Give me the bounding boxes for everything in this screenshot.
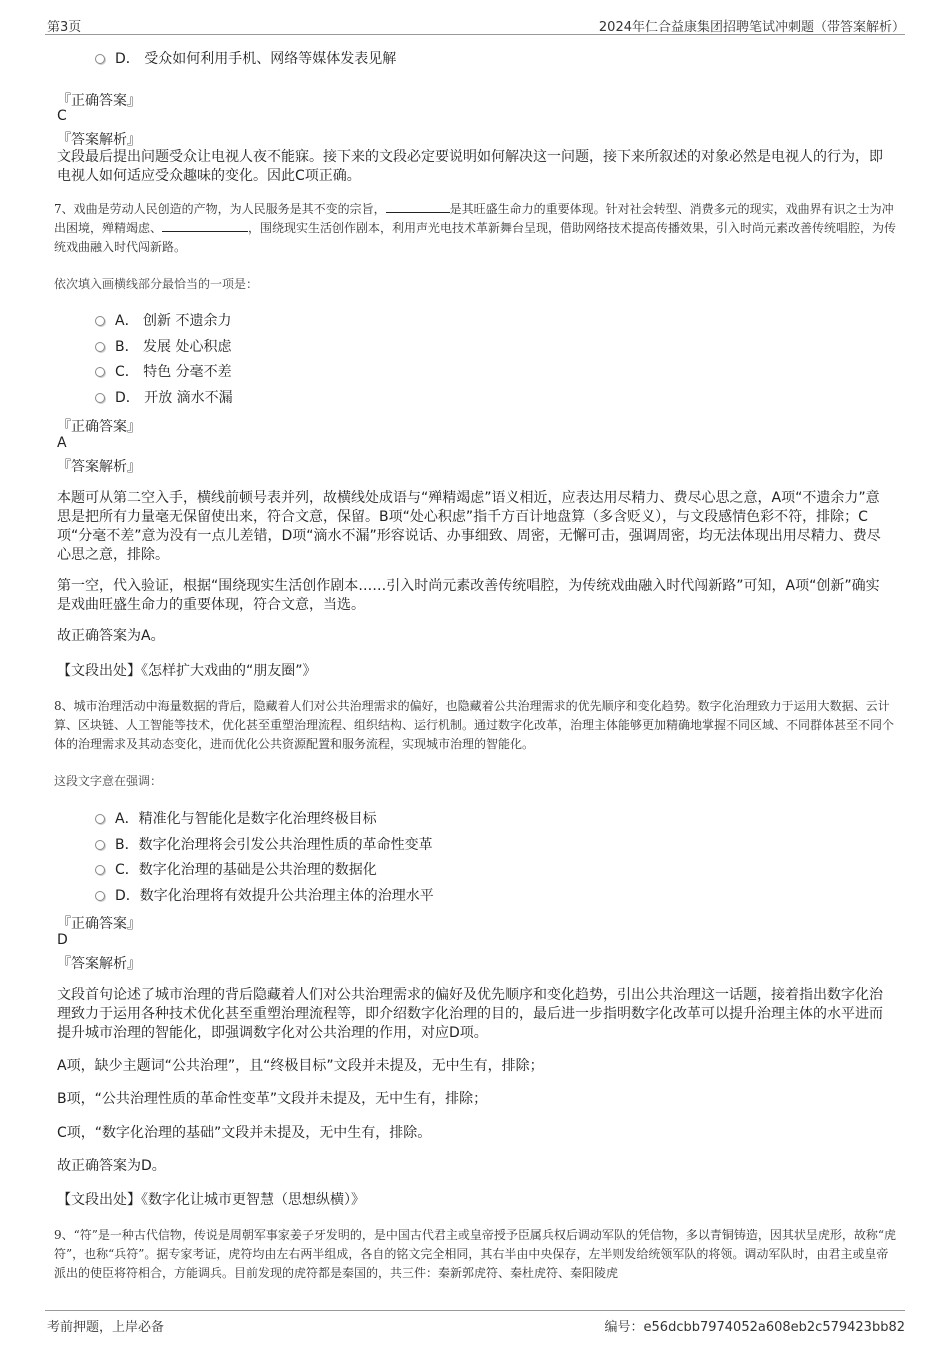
q7-analysis-label: 『答案解析』 [57,459,141,475]
page-header [45,14,905,35]
q7-source: 【文段出处】《怎样扩大戏曲的“朋友圈”》 [57,663,317,679]
q8-analysis-1: 文段首句论述了城市治理的背后隐藏着人们对公共治理需求的偏好及优先顺序和变化趋势，引出公共治理这一话题，接着指出数字化治理致力于运用各种技术优化甚至重塑治理流程等，即介绍数字化治理的目的，最后进一步指明数字化改革可以提升治理主体的水平进而提升城市治理的智能化，即强调数字化对公共治理的作用，对应D项。 [57,987,883,1041]
radio-icon[interactable] [95,865,105,875]
radio-icon[interactable] [95,367,105,377]
document-title: 2024年仁合益康集团招聘笔试冲刺题（带答案解析） [598,20,905,35]
q7-analysis-2: 第一空，代入验证，根据“围绕现实生活创作剧本……引入时尚元素改善传统唱腔，为传统戏曲融入时代闯新路”可知，A项“创新”确实是戏曲旺盛生命力的重要体现，符合文意，当选。 [57,578,880,613]
q8-analysis-2: A项，缺少主题词“公共治理”，且“终极目标”文段并未提及，无中生有，排除； [57,1058,544,1074]
q6-option-d[interactable]: D． 受众如何利用手机、网络等媒体发表见解 [95,48,396,68]
q8-answer-label: 『正确答案』 [57,916,141,932]
document-code: 编号：e56dcbb7974052a608eb2c579423bb82 [604,1320,905,1335]
q7-option-a[interactable]: A． 创新 不遗余力 [95,310,231,330]
q8-analysis-4: C项，“数字化治理的基础”文段并未提及，无中生有，排除。 [57,1125,432,1141]
q8-text: 8、城市治理活动中海量数据的背后，隐藏着人们对公共治理需求的偏好，也隐藏着公共治理需求的优先顺序和变化趋势。数字化治理致力于运用大数据、云计算、区块链、人工智能等技术，优化甚至重塑治理流程、组织结构、运行机制。通过数字化改革，治理主体能够更加精确地掌握不同区域、不同群体甚至不同个体的治理需求及其动态变化，进而优化公共资源配置和服务流程，实现城市治理的智能化。 [54,699,895,751]
page-number: 第3页 [47,20,82,35]
q7-analysis-3: 故正确答案为A。 [57,628,165,644]
q8-option-d[interactable]: D．数字化治理将有效提升公共治理主体的治理水平 [95,885,434,905]
radio-icon[interactable] [95,342,105,352]
radio-icon[interactable] [95,840,105,850]
q8-answer: D [57,932,68,948]
q6-analysis-label: 『答案解析』 [57,132,141,148]
blank-2 [162,219,248,232]
q8-option-a[interactable]: A．精准化与智能化是数字化治理终极目标 [95,808,377,828]
q7-option-b[interactable]: B． 发展 处心积虑 [95,336,232,356]
page-footer [45,1310,905,1333]
q6-answer-label: 『正确答案』 [57,93,141,109]
q8-analysis-label: 『答案解析』 [57,956,141,972]
q7-text: 7、戏曲是劳动人民创造的产物，为人民服务是其不变的宗旨， 是其旺盛生命力的重要体现。针对社会转型、消费多元的现实，戏曲界有识之士为冲出困境，殚精竭虑、 ，围绕现实生活创作剧本，利用声光电技术革新舞台呈现，借助网络技术提高传播效果，引入时尚元素改善传统唱腔，为传统戏曲融入时代闯新路。 [54,202,897,254]
radio-icon[interactable] [95,316,105,326]
blank-1 [386,200,450,213]
q8-analysis-5: 故正确答案为D。 [57,1158,166,1174]
radio-icon[interactable] [95,891,105,901]
q8-source: 【文段出处】《数字化让城市更智慧（思想纵横）》 [57,1192,365,1208]
q7-option-d[interactable]: D． 开放 滴水不漏 [95,387,233,407]
q6-answer: C [57,108,67,124]
q8-analysis-3: B项，“公共治理性质的革命性变革”文段并未提及，无中生有，排除； [57,1091,488,1107]
radio-icon[interactable] [95,814,105,824]
q7-option-c[interactable]: C． 特色 分毫不差 [95,361,232,381]
q7-answer-label: 『正确答案』 [57,419,141,435]
q8-prompt: 这段文字意在强调： [54,774,163,788]
q7-answer: A [57,435,67,451]
q9-text: 9、“符”是一种古代信物，传说是周朝军事家姜子牙发明的，是中国古代君主或皇帝授予臣属兵权后调动军队的凭信物，多以青铜铸造，因其状呈虎形，故称“虎符”，也称“兵符”。据专家考证，虎符均由左右两半组成，各自的铭文完全相同，其右半由中央保存，左半则发给统领军队的将领。调动军队时，由君主或皇帝派出的使臣将符相合，方能调兵。目前发现的虎符都是秦国的，共三件：秦新郭虎符、秦杜虎符、秦阳陵虎 [54,1228,897,1280]
footer-slogan: 考前押题，上岸必备 [47,1320,165,1335]
q8-option-b[interactable]: B．数字化治理将会引发公共治理性质的革命性变革 [95,834,433,854]
radio-icon[interactable] [95,54,105,64]
q6-analysis: 文段最后提出问题受众让电视人夜不能寐。接下来的文段必定要说明如何解决这一问题，接下来所叙述的对象必然是电视人的行为，即电视人如何适应受众趣味的变化。因此C项正确。 [57,149,883,184]
q8-option-c[interactable]: C．数字化治理的基础是公共治理的数据化 [95,859,377,879]
q7-analysis-1: 本题可从第二空入手，横线前顿号表并列，故横线处成语与“殚精竭虑”语义相近，应表达用尽精力、费尽心思之意，A项“不遗余力”意思是把所有力量毫无保留使出来，符合文意，保留。B项“处心积虑”指千方百计地盘算（多含贬义），与文段感情色彩不符，排除；C项“分毫不差”意为没有一点儿差错，D项“滴水不漏”形容说话、办事细致、周密，无懈可击，强调周密，均无法体现出用尽精力、费尽心思之意，排除。 [57,490,881,563]
q7-prompt: 依次填入画横线部分最恰当的一项是： [54,277,259,291]
radio-icon[interactable] [95,393,105,403]
